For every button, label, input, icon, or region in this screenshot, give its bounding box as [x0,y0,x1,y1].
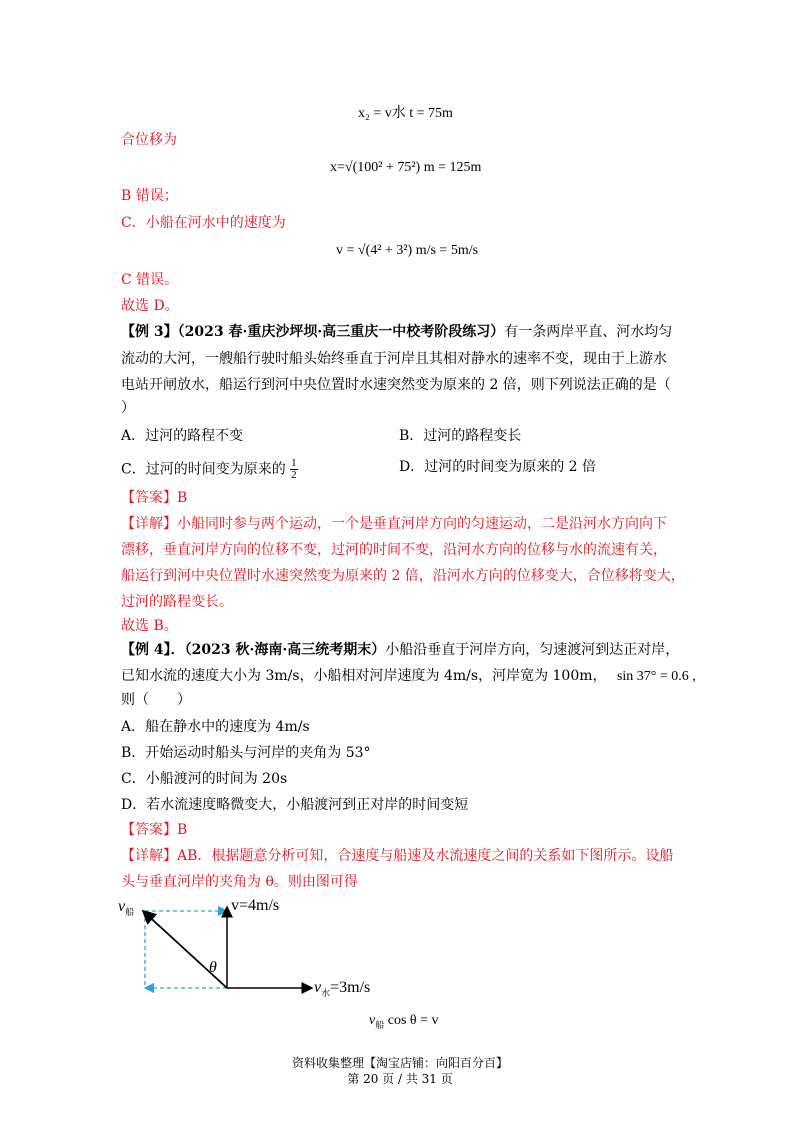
ex3-choose: 故选 B。 [121,618,178,634]
label-v-shui-sub: 水 [321,988,331,999]
label-v-shui-v: v [314,979,322,996]
ex4-option-c: C．小船渡河的时间为 20s [121,771,288,787]
label-v-chuan-sub: 船 [125,907,135,918]
label-theta: θ [209,959,217,976]
formula-cos-sub: 船 [375,1019,385,1030]
ex3-line2: 流动的大河，一艘船行驶时船头始终垂直于河岸且其相对静水的速率不变，现由于上游水 [121,351,667,367]
ex4-text1: 小船沿垂直于河岸方向，匀速渡河到达正对岸， [385,642,680,658]
footer-source: 资料收集整理【淘宝店铺：向阳百分百】 [291,1056,508,1070]
ex3-line3: 电站开闸放水，船运行到河中央位置时水速突然变为原来的 2 倍，则下列说法正确的是（ [121,377,671,393]
ex3-detail2: 漂移，垂直河岸方向的位移不变，过河的时间不变，沿河水方向的位移与水的流速有关， [121,542,667,558]
ex4-text2: 已知水流的速度大小为 3m/s，小船相对河岸速度为 4m/s，河岸宽为 100m， [121,668,607,684]
ex3-option-a: A．过河的路程不变 [121,428,244,444]
ex4-answer: 【答案】B [121,822,188,838]
ex4-detail2: 头与垂直河岸的夹角为 θ。则由图可得 [121,874,358,890]
ex4-option-d: D．若水流速度略微变大，小船渡河到正对岸的时间变短 [121,797,469,813]
formula-cos [369,1013,439,1031]
formula-x: x=√(100² + 75²) m = 125m [330,160,482,175]
ex3-option-c [121,458,298,481]
ex4-detail1: 【详解】AB．根据题意分析可知，合速度与船速及水流速度之间的关系如下图所示。设船 [121,848,674,864]
ex3-source: （2023 春·重庆沙坪坝·高三重庆一中校考阶段练习） [177,324,505,340]
formula-cos-rest: cos θ = v [387,1013,439,1028]
label-v-shui-val: =3m/s [330,979,371,996]
ex3-option-c-text: C．过河的时间变为原来的 [121,461,286,478]
ex4-tag: 【例 4】 [121,642,171,658]
ex3-text1: 有一条两岸平直、河水均匀 [504,324,673,340]
formula-cos-v: v [369,1013,376,1028]
ex3-option-b: B．过河的路程变长 [399,428,522,444]
ex4-sin: sin 37° = 0.6 , [616,669,696,684]
text-choose-d: 故选 D。 [121,298,179,314]
ex3-option-d: D．过河的时间变为原来的 2 倍 [399,459,597,475]
page-number: 第 20 页 / 共 31 页 [347,1072,453,1086]
label-v-chuan-v: v [118,898,126,915]
text-he-weiyi: 合位移为 [121,132,177,148]
formula-x2: x₂ = v水 t = 75m [358,106,453,121]
ex3-answer: 【答案】B [121,490,188,506]
ex3-detail4: 过河的路程变长。 [121,594,233,610]
ex4-line3: 则（ ） [121,692,191,708]
ex3-tag: 【例 3】 [121,324,178,340]
text-c-label: C．小船在河水中的速度为 [121,215,286,231]
ex4-line2 [121,666,696,687]
text-c-wrong: C 错误。 [121,272,179,288]
text-b-wrong: B 错误； [121,188,178,204]
label-v-chuan [118,898,134,918]
fraction-numerator: 1 [291,457,297,469]
ex4-source: ．（2023 秋·海南·高三统考期末） [170,642,386,658]
ex4-line1 [121,640,679,660]
label-v-4: v=4m/s [231,897,280,914]
ex3-detail1: 【详解】小船同时参与两个运动，一个是垂直河岸方向的匀速运动，二是沿河水方向向下 [121,516,667,532]
label-v-shui [314,979,370,999]
fraction-half [290,458,298,481]
ex4-option-b: B．开始运动时船头与河岸的夹角为 53° [121,745,371,761]
formula-v: v = √(4² + 3²) m/s = 5m/s [336,243,479,258]
ex3-line4: ） [121,400,135,416]
ex3-line1 [121,322,672,342]
ex3-detail3: 船运行到河中央位置时水速突然变为原来的 2 倍，沿河水方向的位移变大，合位移将变大， [121,568,685,584]
fraction-denominator: 2 [291,469,297,481]
ex4-option-a: A．船在静水中的速度为 4m/s [121,719,310,735]
